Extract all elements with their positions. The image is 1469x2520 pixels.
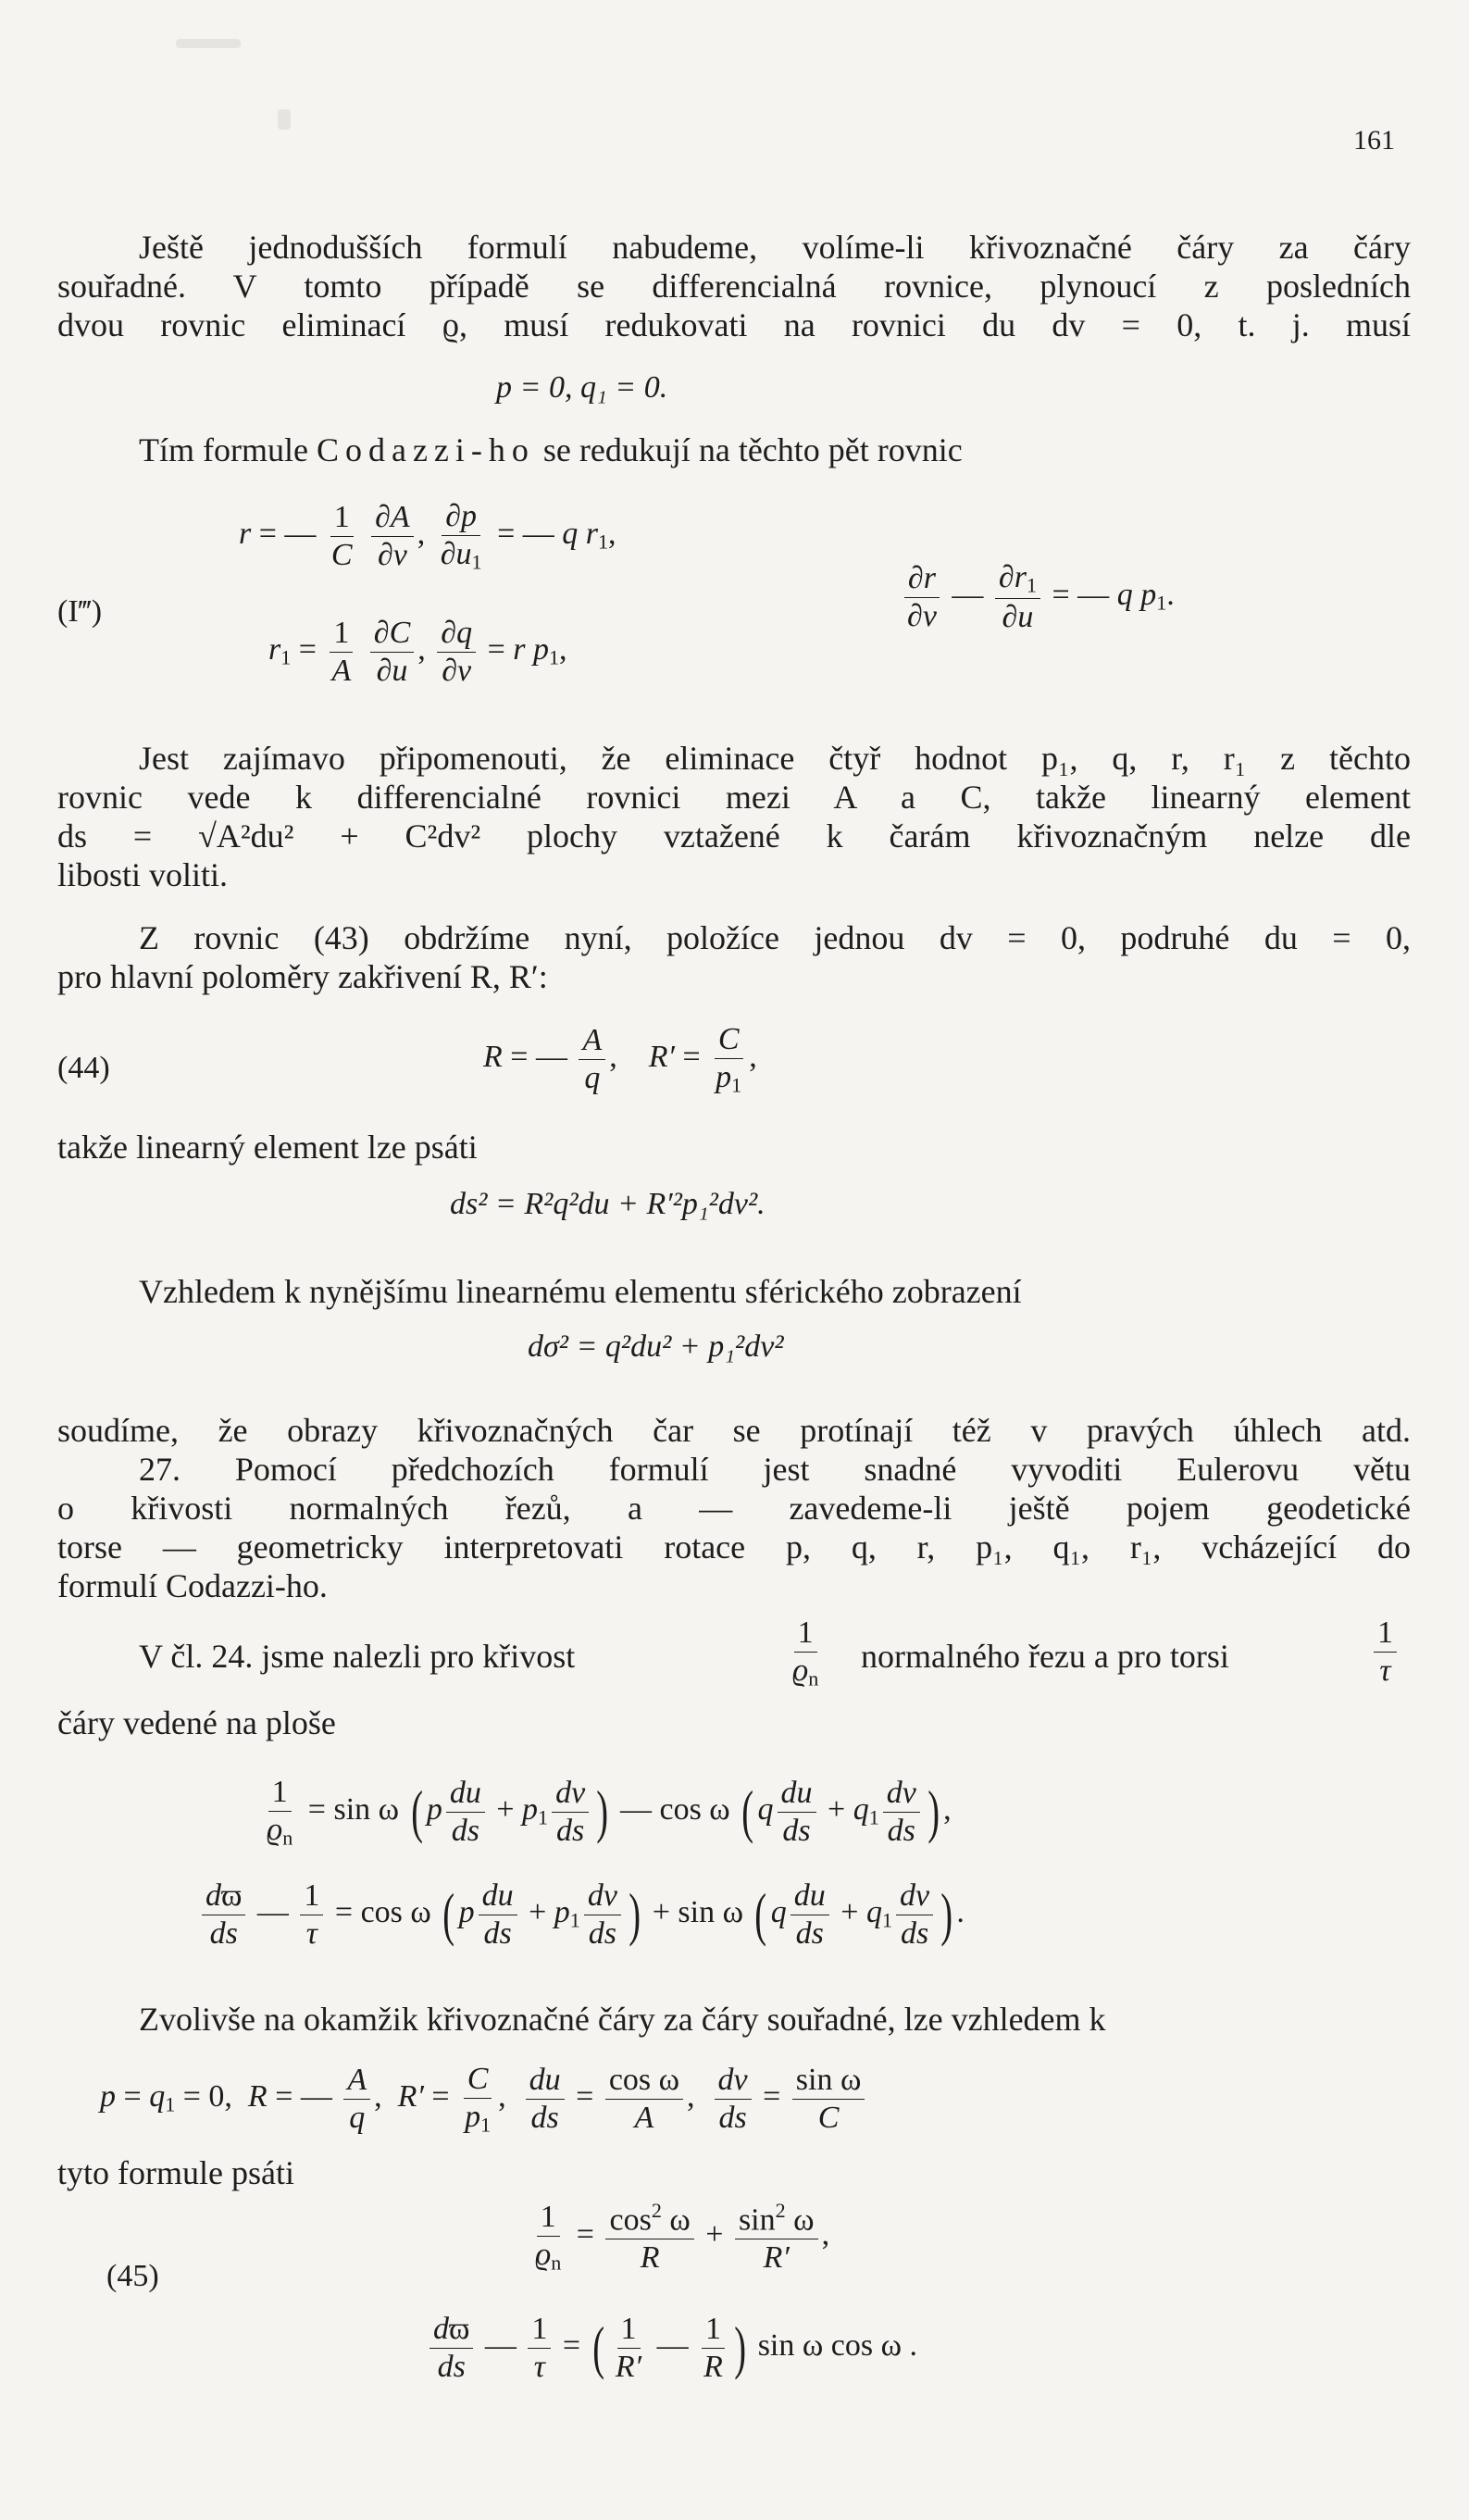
paragraph-intro — [57, 228, 1411, 344]
text-line: Jest zajímavo připomenouti, že eliminace čtyř hodnot p₁, q, r, r₁ z těchto — [139, 740, 1411, 777]
paragraph-radii — [57, 918, 1411, 996]
text-line: rovnic vede k differencialné rovnici mezi A a C, takže linearný element — [57, 779, 1411, 816]
equation-label-I: (I‴) — [57, 594, 103, 629]
equation-r1: $r_1$ = $\frac{1}{A}$ $\frac{\partial C}{\partial u}$ , $\frac{\partial q}{\partial v}$ = r $p_1$, — [268, 616, 567, 688]
text-line: souřadné. V tomto případě se differencialná rovnice, plynoucí z posledních — [57, 268, 1411, 305]
text-line: Ještě jednodušších formulí nabudeme, volíme-li křivoznačné čáry za čáry — [139, 229, 1411, 266]
equation-label-45: (45) — [106, 2259, 159, 2293]
text-fragment: V čl. 24. jsme nalezli pro křivost — [139, 1638, 576, 1675]
text-line: Z rovnic (43) obdržíme nyní, položíce jednou dv = 0, podruhé du = 0, — [139, 919, 1411, 956]
page-number: 161 — [1353, 125, 1395, 156]
equation-label-44: (44) — [57, 1051, 110, 1085]
text-fragment: se redukují na těchto pět rovnic — [534, 431, 963, 468]
equation-dr: $\frac{\partial r}{\partial v}$ — $\frac{\partial r_1}{\partial u}$ = — q $p_1$. — [900, 561, 1175, 633]
equation-torsion: $\frac{dϖ}{ds}$ — $\frac{1}{\tau}$ = cos ω ( p $\frac{du}{ds}$ + $p_1$ $\frac{dv}{ds}$ ) + sin ω ( q $\frac{du}{ds}$ + $q_1$ $\frac{dv}{ds}$ ) . — [198, 1879, 965, 1950]
equation-r: r = — $\frac{1}{C}$ $\frac{\partial A}{\partial v}$ , $\frac{\partial p}{\partial u_1}$ = — q $r_1$, — [239, 499, 616, 574]
equation-p-q1: p = 0, q₁ = 0. — [496, 370, 668, 405]
text-line: libosti voliti. — [57, 856, 229, 893]
paragraph-curvature-c: čáry vedené na ploše — [57, 1704, 336, 1741]
text-line: pro hlavní poloměry zakřivení R, R′: — [57, 958, 548, 995]
scan-artifact — [278, 109, 291, 130]
scan-artifact — [176, 39, 241, 48]
paragraph-euler — [57, 1411, 1411, 1605]
paragraph-spherical: Vzhledem k nynějšímu linearnému elementu sférického zobrazení — [139, 1273, 1022, 1310]
paragraph-codazzi — [139, 430, 963, 469]
paragraph-linear-element: takže linearný element lze psáti — [57, 1129, 478, 1166]
author-name: Codazzi-ho — [316, 431, 535, 468]
equation-ds: ds² = R²q²du + R′²p₁²dv². — [450, 1187, 766, 1221]
equation-45-euler: $\frac{1}{ϱ_n}$ = $\frac{\cos^2 \omega}{R}$ + $\frac{\sin^2 \omega}{R'}$ , — [535, 2199, 830, 2275]
text-line: soudíme, že obrazy křivoznačných čar se protínají též v pravých úhlech atd. — [57, 1412, 1411, 1449]
text-fragment: normalného řezu a pro torsi — [861, 1638, 1229, 1675]
text-line: torse — geometricky interpretovati rotace p, q, r, p₁, q₁, r₁, vcházející do — [57, 1528, 1411, 1566]
text-line: ds = √A²du² + C²dv² plochy vztažené k čarám křivoznačným nelze dle — [57, 817, 1411, 855]
text-line: dvou rovnic eliminací ϱ, musí redukovati na rovnici du dv = 0, t. j. musí — [57, 306, 1411, 343]
equation-substitution: $p = q_1 = 0$, R = — $\frac{A}{q}$ , R′ = $\frac{C}{p_1}$ , $\frac{du}{ds}$ = $\frac{\text{cos ω}}{A}$ , $\frac{dv}{ds}$ = $\frac{\text{sin ω}}{C}$ — [100, 2063, 868, 2135]
fraction-1-over-rho-n: $\frac{1}{ϱ_n}$ — [792, 1616, 819, 1690]
equation-curvature: $\frac{1}{ϱ_n}$ = sin ω ( p $\frac{du}{ds}$ + $p_1$ $\frac{dv}{ds}$ ) — cos ω ( q $\frac{du}{ds}$ + $q_1$ $\frac{dv}{ds}$ ) , — [267, 1775, 952, 1850]
text-line: o křivosti normalných řezů, a — zavedeme-li ještě pojem geodetické — [57, 1490, 1411, 1527]
text-fragment: Tím formule — [139, 431, 317, 468]
paragraph-elimination — [57, 739, 1411, 894]
equation-dsigma: dσ² = q²du² + p₁²dv² — [528, 1329, 784, 1364]
equation-45-torsion: $\frac{dϖ}{ds}$ — $\frac{1}{\tau}$ = ( $\frac{1}{R'}$ — $\frac{1}{R}$ ) sin ω cos ω . — [426, 2313, 917, 2383]
text-line: formulí Codazzi-ho. — [57, 1567, 328, 1604]
paragraph-curvature-b — [861, 1637, 1229, 1676]
equation-44: R = — $\frac{A}{q}$ , R′ = $\frac{C}{p_1}$ , — [483, 1022, 757, 1097]
paragraph-principal: Zvolivše na okamžik křivoznačné čáry za čáry souřadné, lze vzhledem k — [139, 2001, 1106, 2038]
paragraph-formulas: tyto formule psáti — [57, 2154, 294, 2191]
text-line: 27. Pomocí předchozích formulí jest snadné vyvoditi Eulerovu větu — [139, 1451, 1411, 1488]
fraction-1-over-tau: $\frac{1}{\tau}$ — [1370, 1616, 1401, 1687]
paragraph-curvature-a — [139, 1637, 575, 1676]
